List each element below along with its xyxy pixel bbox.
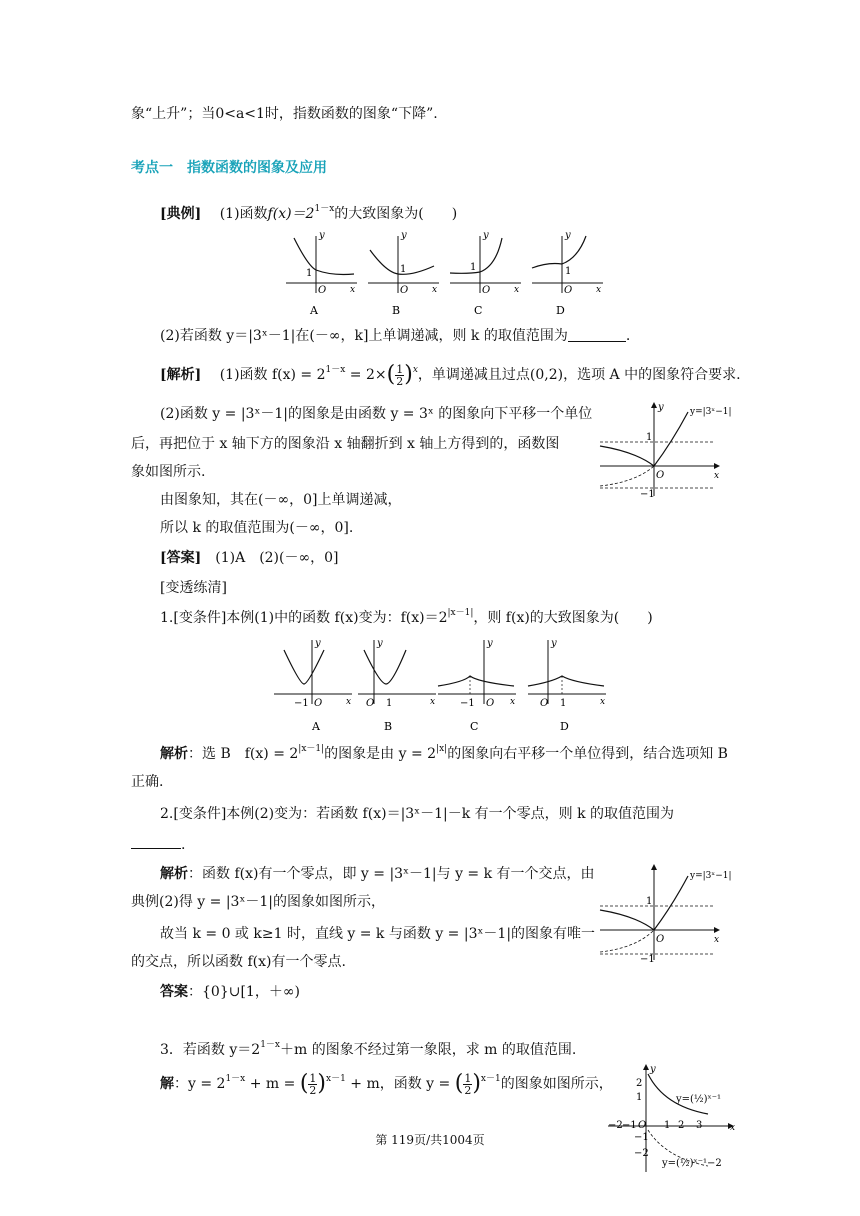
svg-text:y: y: [315, 638, 321, 649]
svg-text:B: B: [384, 720, 393, 733]
svg-text:x: x: [596, 285, 602, 295]
v1-graph-d: [528, 638, 606, 733]
v1-q: 1.[变条件]本例(1)中的函数 f(x)变为：f(x)＝2: [160, 610, 448, 626]
variation-tag: [变透练清]: [160, 580, 227, 596]
svg-text:−1: −1: [294, 698, 309, 709]
solution-tag: [解析]: [160, 367, 202, 383]
s1-a: (1)函数 f(x) = 2: [219, 367, 326, 383]
label-c: C: [474, 304, 483, 317]
svg-text:O: O: [656, 470, 665, 481]
svg-text:O: O: [486, 698, 495, 709]
svg-text:D: D: [560, 720, 569, 733]
svg-text:1: 1: [636, 1092, 643, 1103]
v1-graph-a: [274, 638, 352, 733]
label-a: A: [310, 304, 318, 317]
svg-text:O: O: [366, 698, 375, 709]
svg-text:O: O: [564, 285, 573, 296]
svg-text:O: O: [482, 285, 491, 296]
s2-line2: 后，再把位于 x 轴下方的图象沿 x 轴翻折到 x 轴上方得到的，函数图: [131, 436, 560, 452]
s1-c: ，单调递减且过点(0,2)，选项 A 中的图象符合要求.: [417, 367, 741, 383]
v1-exp: |x－1|: [447, 608, 474, 618]
svg-text:O: O: [540, 698, 549, 709]
v1-question: [160, 608, 653, 628]
svg-text:x: x: [514, 285, 520, 295]
svg-text:−2: −2: [634, 1148, 649, 1159]
v1-graph-b: [358, 638, 436, 733]
svg-text:O: O: [638, 1120, 647, 1131]
s1-exp: 1－x: [325, 365, 346, 375]
svg-text:y: y: [483, 230, 489, 241]
svg-text:2: 2: [678, 1120, 685, 1131]
v1-tail: ，则 f(x)的大致图象为( ): [473, 610, 653, 626]
svg-text:x: x: [510, 697, 516, 707]
svg-text:1: 1: [306, 268, 313, 279]
option-graph-d: [532, 230, 603, 317]
label-d: D: [556, 304, 565, 317]
page-footer: 第 119页/共1004页: [375, 1133, 485, 1147]
v1-graph-c: [438, 638, 516, 733]
svg-text:O: O: [318, 285, 327, 296]
solution-1: [解析] (1)函数 $f(x) = 2^{1-x} = 2\times$( $\frac{1}{2}$ )$^x$，单调递减且过点(0,2)，选项 A 中的图象符合要求.: [160, 362, 741, 388]
answer-blank: [568, 327, 626, 342]
svg-text:y=|3ˣ−1|: y=|3ˣ−1|: [690, 871, 732, 881]
svg-text:1: 1: [646, 896, 653, 907]
s2-line3: 象如图所示.: [131, 464, 206, 480]
svg-text:1: 1: [560, 698, 567, 709]
svg-text:x: x: [600, 697, 606, 707]
option-graph-b: [368, 230, 439, 317]
s1-frac: $\frac{1}{2}$: [396, 362, 404, 388]
svg-text:x: x: [432, 285, 438, 295]
svg-text:−1: −1: [622, 1120, 637, 1131]
svg-text:x: x: [350, 285, 356, 295]
svg-text:1: 1: [386, 698, 393, 709]
abs-3x-graph-2: [596, 860, 736, 966]
v2-sol-line4: 的交点，所以函数 f(x)有一个零点.: [131, 954, 346, 970]
svg-text:O: O: [400, 285, 409, 296]
svg-text:−1: −1: [640, 489, 655, 500]
q1-prefix: (1)函数: [219, 206, 268, 222]
svg-text:y: y: [319, 230, 325, 241]
svg-text:1: 1: [470, 262, 477, 273]
answer-line: [160, 548, 339, 568]
svg-text:x: x: [714, 471, 720, 481]
svg-text:y=|3ˣ−1|: y=|3ˣ−1|: [690, 407, 732, 417]
svg-text:1: 1: [664, 1120, 671, 1131]
svg-text:−1: −1: [460, 698, 475, 709]
q2-text: (2)若函数 y＝|3ˣ－1|在(－∞，k]上单调递减，则 k 的取值范围为: [160, 328, 568, 344]
answer-tag: [答案]: [160, 550, 202, 566]
svg-text:O: O: [656, 934, 665, 945]
v2-blank: [131, 834, 181, 849]
svg-text:y: y: [565, 230, 571, 241]
q1-func: f(x)＝2: [267, 206, 315, 222]
option-graph-a: [286, 230, 357, 317]
svg-text:C: C: [470, 720, 479, 733]
v1-solution: 解析：选 B $f(x) = 2^{|x-1|}$的图象是由 $y = 2^{|x|}$的图象向右平移一个单位得到，结合选项知 B: [160, 744, 728, 762]
svg-text:−1: −1: [640, 954, 655, 965]
svg-text:2: 2: [636, 1078, 643, 1089]
svg-text:1: 1: [400, 264, 407, 275]
s2-line1: (2)函数 y = |3ˣ－1|的图象是由函数 y = 3ˣ 的图象向下平移一个单位: [160, 406, 593, 422]
svg-text:y: y: [377, 638, 383, 649]
s1-b: = 2×: [345, 367, 387, 383]
svg-text:3: 3: [696, 1120, 703, 1131]
s2-line4: 由图象知，其在(－∞，0]上单调递减，: [160, 492, 402, 508]
v2-answer: 答案：{0}∪[1，＋∞): [160, 984, 300, 1000]
v2-question: 2.[变条件]本例(2)变为：若函数 f(x)＝|3ˣ－1|－k 有一个零点，则 k 的取值范围为: [160, 806, 675, 822]
svg-text:y: y: [658, 402, 664, 413]
v3-question: 3．若函数 $y=2^{1-x}+m$ 的图象不经过第一象限，求 m 的取值范围.: [160, 1040, 577, 1058]
v2-sol-line3: 故当 k = 0 或 k≥1 时，直线 y = k 与函数 y = |3ˣ－1|的图象有唯一: [160, 926, 596, 942]
svg-text:y: y: [551, 638, 557, 649]
svg-text:x: x: [730, 1123, 736, 1133]
example-q2: (2)若函数 y＝|3ˣ－1|在(－∞，k]上单调递减，则 k 的取值范围为 .: [160, 328, 631, 344]
v3-solution: 解：$y = 2^{1-x} + m$ = ( $\frac{1}{2}$ )$^{x-1}$ + m，函数 y = ( $\frac{1}{2}$ )$^{x-1}$的图象如图所示，: [160, 1071, 613, 1097]
v1-options-graphs: [270, 632, 610, 736]
svg-text:x: x: [714, 935, 720, 945]
svg-text:y=(½)ˣ⁻¹: y=(½)ˣ⁻¹: [676, 1094, 722, 1105]
v2-sol-line1: 解析：函数 f(x)有一个零点，即 y = |3ˣ－1|与 y = k 有一个交点，由: [160, 866, 595, 882]
v1-sol-line2: 正确.: [131, 774, 164, 790]
v1-sol-tag: 解析: [160, 746, 188, 762]
section-title: 考点一 指数函数的图象及应用: [131, 160, 327, 176]
v3-graph: [604, 1060, 738, 1178]
abs-3x-graph-1: [596, 398, 736, 502]
svg-text:−2: −2: [608, 1120, 623, 1131]
option-graph-c: [450, 230, 521, 317]
example-q1: [160, 204, 457, 224]
svg-text:1: 1: [565, 266, 572, 277]
q1-suffix: 的大致图象为( ): [334, 206, 458, 222]
label-b: B: [392, 304, 401, 317]
answer-text: (1)A (2)(－∞，0]: [215, 550, 339, 566]
svg-text:A: A: [312, 720, 320, 733]
svg-text:x: x: [346, 697, 352, 707]
svg-text:x: x: [430, 697, 436, 707]
q1-exp: 1－x: [314, 204, 335, 214]
svg-text:y: y: [650, 1064, 656, 1075]
intro-line: 象“上升”；当0<a<1时，指数函数的图象“下降”.: [131, 106, 438, 122]
example-options-graphs: [282, 228, 612, 318]
svg-text:−1: −1: [634, 1132, 649, 1143]
svg-text:1: 1: [646, 432, 653, 443]
svg-text:O: O: [314, 698, 323, 709]
svg-text:y: y: [401, 230, 407, 241]
v2-blank-line: .: [131, 834, 185, 855]
s2-line5: 所以 k 的取值范围为(－∞，0].: [160, 520, 354, 536]
svg-text:y: y: [487, 638, 493, 649]
v2-sol-line2: 典例(2)得 y = |3ˣ－1|的图象如图所示，: [131, 894, 386, 910]
svg-text:y=(½)ˣ⁻¹−2: y=(½)ˣ⁻¹−2: [662, 1158, 722, 1169]
example-tag: [典例]: [160, 206, 202, 222]
